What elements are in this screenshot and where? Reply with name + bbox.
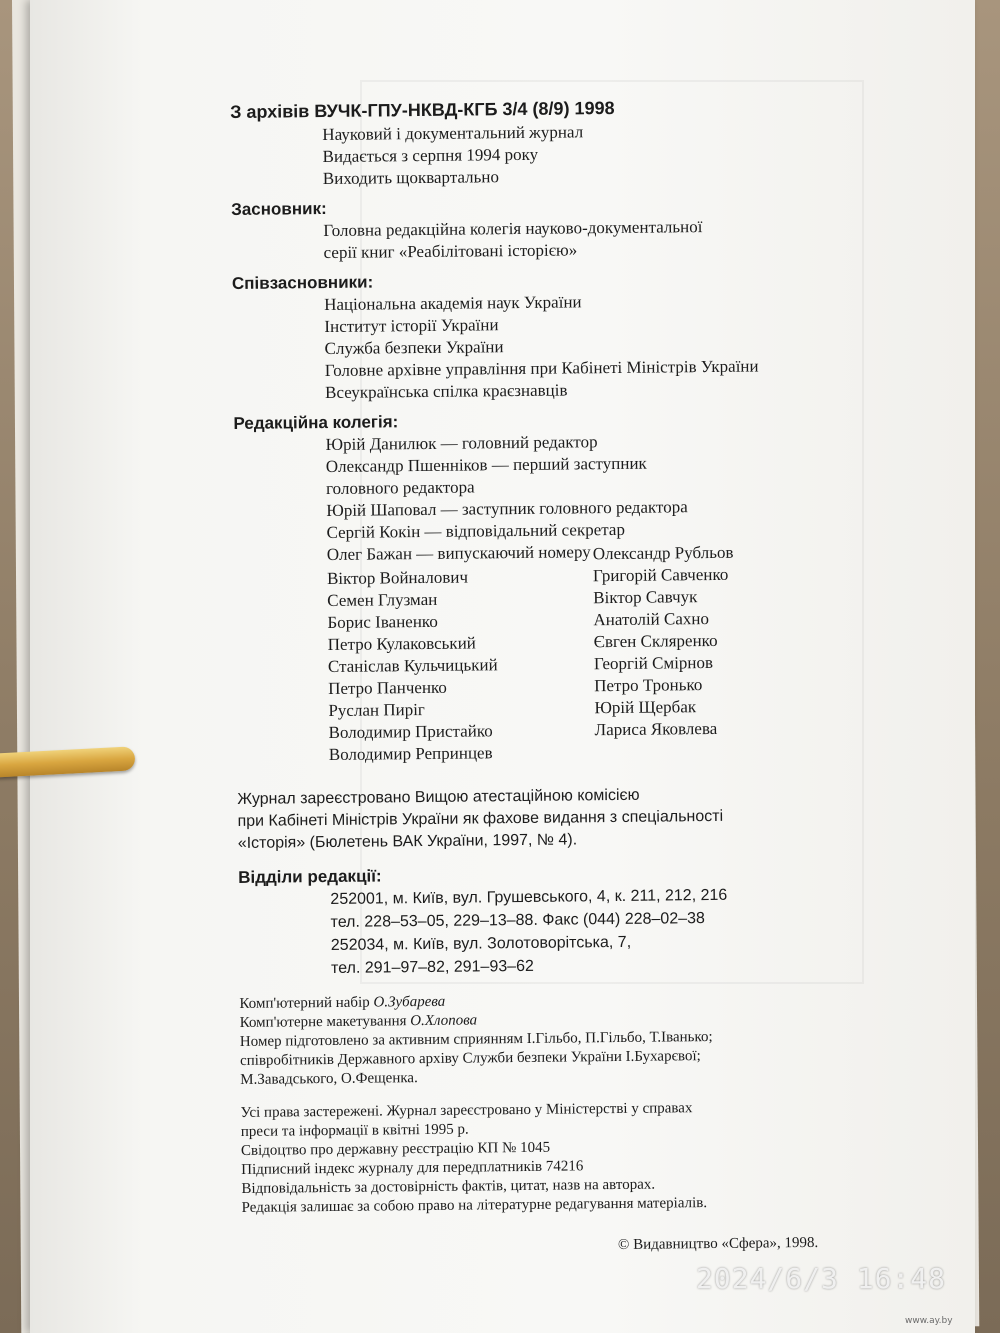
board-member-right: Олександр Рубльов (592, 542, 734, 564)
board-member-right: Юрій Щербак (594, 697, 697, 718)
board-member-left: Володимир Репринцев (328, 743, 493, 765)
rights-line: Відповідальність за достовірність фактів, цитат, назв на авторах. (241, 1176, 656, 1197)
cofounder-line: Всеукраїнська спілка краєзнавців (324, 380, 568, 403)
cofounder-line: Головне архівне управління при Кабінеті Міністрів України (324, 356, 759, 381)
rights-line: преси та інформації в квітні 1995 р. (240, 1121, 469, 1140)
board-member-left: Борис Іваненко (327, 611, 438, 633)
board-member-left: Петро Панченко (328, 677, 447, 699)
board-line: Юрій Данилюк — головний редактор (325, 432, 598, 455)
office-line: тел. 291–97–82, 291–93–62 (331, 957, 534, 977)
board-line: Сергій Кокін — відповідальний секретар (326, 519, 625, 543)
rights-line: Усі права застережені. Журнал зареєстровано у Міністерстві у справах (240, 1100, 693, 1121)
site-watermark: www.ay.by (905, 1316, 953, 1326)
founder-heading: Засновник: (231, 198, 327, 219)
copyright: © Видавництво «Сфера», 1998. (617, 1234, 819, 1253)
board-member-right: Анатолій Сахно (593, 609, 710, 630)
offices-heading: Відділи редакції: (238, 866, 382, 887)
typeset-credit (239, 993, 445, 1013)
registration-line: при Кабінеті Міністрів України як фахове видання з спеціальності (237, 807, 724, 830)
masthead-line: Видається з серпня 1994 року (322, 144, 539, 167)
founder-line: Головна редакційна колегія науково-документальної (323, 217, 703, 241)
office-line: 252034, м. Київ, вул. Золотоворітська, 7, (330, 933, 632, 954)
board-member-right: Георгій Смірнов (593, 652, 714, 674)
board-member-right: Григорій Савченко (592, 564, 729, 586)
masthead-line: Виходить щоквартально (322, 167, 500, 189)
board-member-right: Віктор Савчук (593, 587, 698, 608)
rights-line: Редакція залишає за собою право на літературне редагування матеріалів. (241, 1195, 708, 1216)
board-member-left: Віктор Войналович (326, 567, 469, 589)
rights-line: Свідоцтво про державну реєстрацію КП № 1045 (240, 1139, 551, 1159)
rights-line: Підписний індекс журналу для передплатників 74216 (241, 1158, 584, 1178)
board-member-right: Петро Тронько (594, 675, 703, 696)
board-line: головного редактора (325, 477, 475, 499)
credit-line: М.Завадського, О.Фещенка. (240, 1070, 418, 1088)
cofounder-line: Служба безпеки України (324, 337, 504, 359)
registration-line: «Історія» (Бюлетень ВАК України, 1997, № 4). (237, 831, 578, 852)
board-member-left: Станіслав Кульчицький (327, 655, 498, 677)
journal-title: З архівів ВУЧК-ГПУ-НКВД-КГБ 3/4 (8/9) 1998 (230, 97, 615, 122)
registration-line: Журнал зареєстровано Вищою атестаційною комісією (237, 786, 640, 808)
credit-line: співробітників Державного архіву Служби безпеки України І.Бухарєвої; (239, 1048, 701, 1069)
board-member-left: Семен Глузман (327, 589, 438, 611)
cofounders-heading: Співзасновники: (231, 272, 374, 293)
office-line: тел. 228–53–05, 229–13–88. Факс (044) 228–02–38 (330, 910, 705, 931)
credit-line: Номер підготовлено за активним сприянням І.Гільбо, П.Гільбо, Т.Іванько; (239, 1028, 713, 1050)
board-line: Юрій Шаповал — заступник головного редактора (326, 497, 688, 521)
typeset-label: Комп'ютерний набір (239, 994, 370, 1012)
board-line: Олександр Пшенніков — перший заступник (325, 453, 647, 477)
typeset-name: О.Зубарева (373, 993, 446, 1011)
board-member-left: Руслан Пиріг (328, 699, 425, 721)
board-member-right: Лариса Яковлева (594, 718, 718, 740)
board-heading: Редакційна колегія: (233, 412, 399, 433)
photo-timestamp: 2024/6/3 16:48 (696, 1262, 947, 1295)
board-member-right: Євген Скляренко (593, 630, 718, 652)
founder-line: серії книг «Реабілітовані історією» (323, 240, 578, 263)
board-line: Олег Бажан — випускаючий номеру (326, 542, 591, 565)
board-member-left: Володимир Пристайко (328, 721, 493, 743)
layout-label: Комп'ютерне макетування (239, 1013, 407, 1031)
layout-name: О.Хлопова (410, 1012, 478, 1030)
board-member-left: Петро Кулаковський (327, 633, 476, 655)
layout-credit (240, 1011, 478, 1031)
cofounder-line: Національна академія наук України (324, 292, 582, 315)
masthead-line: Науковий і документальний журнал (322, 122, 584, 145)
office-line: 252001, м. Київ, вул. Грушевського, 4, к. 211, 212, 216 (330, 886, 728, 908)
cofounder-line: Інститут історії України (324, 315, 499, 337)
